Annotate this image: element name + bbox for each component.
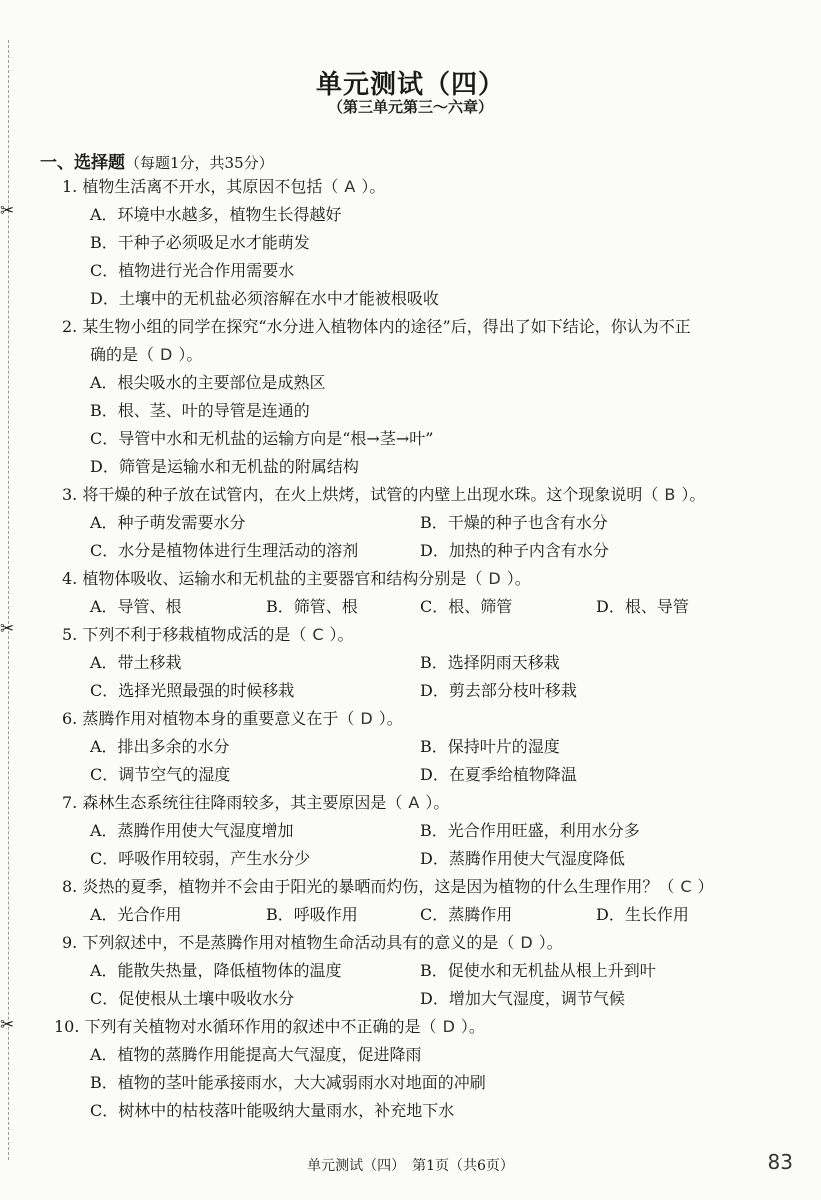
question-2	[62, 314, 691, 340]
question-9	[62, 930, 563, 956]
question-stem-tail: ）。	[329, 625, 354, 644]
question-10	[54, 1014, 485, 1040]
question-number: 5.	[62, 625, 78, 644]
question-stem-tail: ）。	[681, 485, 706, 504]
question-stem-continued: 确的是（	[90, 345, 155, 364]
option-c: C．水分是植物体进行生理活动的溶剂	[90, 541, 359, 560]
question-6	[62, 706, 403, 732]
question-stem: 下列不利于移栽植物成活的是（	[82, 625, 307, 644]
question-number: 8.	[62, 877, 78, 896]
option-c: C．树林中的枯枝落叶能吸纳大量雨水，补充地下水	[90, 1101, 455, 1120]
option-a: A．根尖吸水的主要部位是成熟区	[90, 373, 326, 392]
question-stem-tail: ）。	[506, 569, 531, 588]
page-number: 83	[767, 1150, 793, 1174]
question-number: 7.	[62, 793, 78, 812]
option-b: B．干燥的种子也含有水分	[420, 513, 608, 532]
handwritten-answer: D	[442, 1017, 455, 1036]
option-c: C．植物进行光合作用需要水	[90, 261, 295, 280]
question-stem: 炎热的夏季，植物并不会由于阳光的暴晒而灼伤，这是因为植物的什么生理作用？（	[82, 877, 675, 896]
question-stem-tail: ）。	[538, 933, 563, 952]
option-b: B．根、茎、叶的导管是连通的	[90, 401, 310, 420]
option-c: C．蒸腾作用	[420, 905, 513, 924]
question-stem: 植物体吸收、运输水和无机盐的主要器官和结构分别是（	[82, 569, 483, 588]
option-d: D．筛管是运输水和无机盐的附属结构	[90, 457, 359, 476]
section-title: 一、选择题	[40, 153, 125, 173]
scissors-icon: ✂	[0, 1015, 15, 1035]
question-stem: 将干燥的种子放在试管内，在火上烘烤，试管的内壁上出现水珠。这个现象说明（	[82, 485, 659, 504]
question-stem: 蒸腾作用对植物本身的重要意义在于（	[82, 709, 355, 728]
option-d: D．在夏季给植物降温	[420, 765, 577, 784]
option-b: B．干种子必须吸足水才能萌发	[90, 233, 310, 252]
option-b: B．植物的茎叶能承接雨水，大大减弱雨水对地面的冲刷	[90, 1073, 486, 1092]
handwritten-answer: C	[680, 877, 692, 896]
question-4	[62, 566, 531, 592]
option-b: B．保持叶片的湿度	[420, 737, 560, 756]
option-d: D．加热的种子内含有水分	[420, 541, 609, 560]
option-a: A．带土移栽	[90, 653, 182, 672]
question-stem-tail: ）。	[178, 345, 203, 364]
scissors-icon: ✂	[0, 201, 15, 221]
question-7	[62, 790, 449, 816]
question-number: 2.	[62, 317, 78, 336]
option-d: D．蒸腾作用使大气湿度降低	[420, 849, 625, 868]
option-a: A．能散失热量，降低植物体的温度	[90, 961, 342, 980]
question-3	[62, 482, 705, 508]
question-stem: 森林生态系统往往降雨较多，其主要原因是（	[82, 793, 403, 812]
question-stem: 植物生活离不开水，其原因不包括（	[82, 177, 339, 196]
option-b: B．筛管、根	[266, 597, 358, 616]
question-number: 9.	[62, 933, 78, 952]
handwritten-answer: D	[160, 345, 173, 364]
handwritten-answer: A	[408, 793, 420, 812]
option-b: B．选择阴雨天移栽	[420, 653, 560, 672]
option-c: C．促使根从土壤中吸收水分	[90, 989, 295, 1008]
question-stem: 下列叙述中，不是蒸腾作用对植物生命活动具有的意义的是（	[82, 933, 515, 952]
section-note: （每题1分，共35分）	[125, 154, 274, 172]
option-a: A．环境中水越多，植物生长得越好	[90, 205, 342, 224]
question-stem: 某生物小组的同学在探究“水分进入植物体内的途径”后，得出了如下结论，你认为不正	[82, 317, 691, 336]
option-b: B．呼吸作用	[266, 905, 358, 924]
option-a: A．蒸腾作用使大气湿度增加	[90, 821, 294, 840]
question-1	[62, 174, 385, 200]
question-stem-tail: ）	[697, 877, 714, 896]
question-8	[62, 874, 714, 900]
section-heading	[40, 148, 274, 173]
handwritten-answer: C	[312, 625, 324, 644]
page-footer: 单元测试（四） 第1页（共6页）	[307, 1158, 514, 1174]
handwritten-answer: D	[488, 569, 501, 588]
option-d: D．根、导管	[596, 597, 689, 616]
handwritten-answer: B	[664, 485, 676, 504]
option-c: C．调节空气的湿度	[90, 765, 231, 784]
question-5	[62, 622, 354, 648]
option-c: C．根、筛管	[420, 597, 513, 616]
option-d: D．剪去部分枝叶移栽	[420, 681, 577, 700]
option-a: A．种子萌发需要水分	[90, 513, 246, 532]
option-c: C．导管中水和无机盐的运输方向是“根→茎→叶”	[90, 429, 434, 448]
option-d: D．生长作用	[596, 905, 689, 924]
question-stem-tail: ）。	[361, 177, 386, 196]
question-number: 6.	[62, 709, 78, 728]
question-2-continued	[90, 342, 202, 368]
question-stem-tail: ）。	[425, 793, 450, 812]
option-a: A．排出多余的水分	[90, 737, 230, 756]
option-d: D．土壤中的无机盐必须溶解在水中才能被根吸收	[90, 289, 439, 308]
handwritten-answer: D	[520, 933, 533, 952]
page-title: 单元测试（四）	[315, 70, 505, 100]
option-d: D．增加大气湿度，调节气候	[420, 989, 625, 1008]
option-b: B．促使水和无机盐从根上升到叶	[420, 961, 656, 980]
handwritten-answer: D	[360, 709, 373, 728]
option-a: A．植物的蒸腾作用能提高大气湿度，促进降雨	[90, 1045, 422, 1064]
handwritten-answer: A	[344, 177, 356, 196]
question-number: 3.	[62, 485, 78, 504]
option-c: C．呼吸作用较弱，产生水分少	[90, 849, 311, 868]
question-stem-tail: ）。	[460, 1017, 485, 1036]
option-b: B．光合作用旺盛，利用水分多	[420, 821, 640, 840]
question-number: 4.	[62, 569, 78, 588]
option-a: A．导管、根	[90, 597, 182, 616]
scissors-icon: ✂	[0, 619, 15, 639]
question-stem-tail: ）。	[378, 709, 403, 728]
page-subtitle: （第三单元第三～六章）	[327, 98, 493, 116]
option-a: A．光合作用	[90, 905, 182, 924]
question-stem: 下列有关植物对水循环作用的叙述中不正确的是（	[84, 1017, 437, 1036]
question-number: 10.	[54, 1017, 80, 1036]
question-number: 1.	[62, 177, 78, 196]
option-c: C．选择光照最强的时候移栽	[90, 681, 295, 700]
